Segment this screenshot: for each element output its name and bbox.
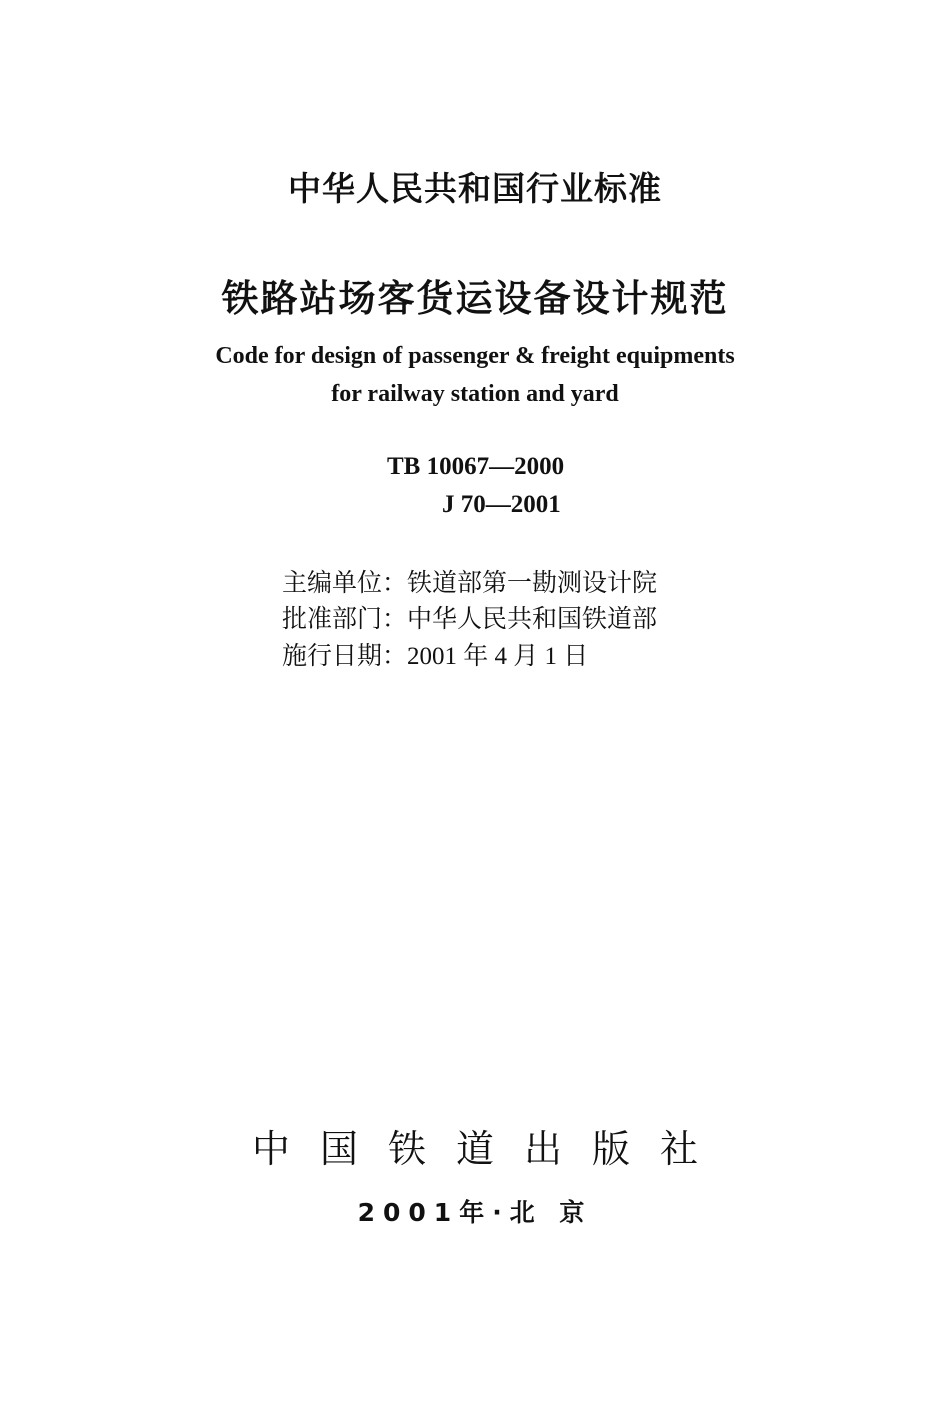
code-j: J 70—2001	[442, 491, 561, 518]
title-english-line-2: for railway station and yard	[331, 381, 619, 407]
editor-unit: 主编单位：铁道部第一勘测设计院	[282, 570, 658, 597]
publisher: 中国铁道出版社	[251, 1127, 728, 1171]
title-english-line-1: Code for design of passenger & freight equipments	[215, 343, 735, 369]
title-chinese: 铁路站场客货运设备设计规范	[221, 277, 729, 320]
effective-date: 施行日期：2001 年 4 月 1 日	[282, 643, 589, 670]
approval-department: 批准部门：中华人民共和国铁道部	[282, 606, 658, 633]
code-tb: TB 10067—2000	[387, 453, 565, 480]
publication-place: 2001年·北 京	[357, 1198, 593, 1227]
standard-type: 中华人民共和国行业标准	[288, 169, 662, 208]
